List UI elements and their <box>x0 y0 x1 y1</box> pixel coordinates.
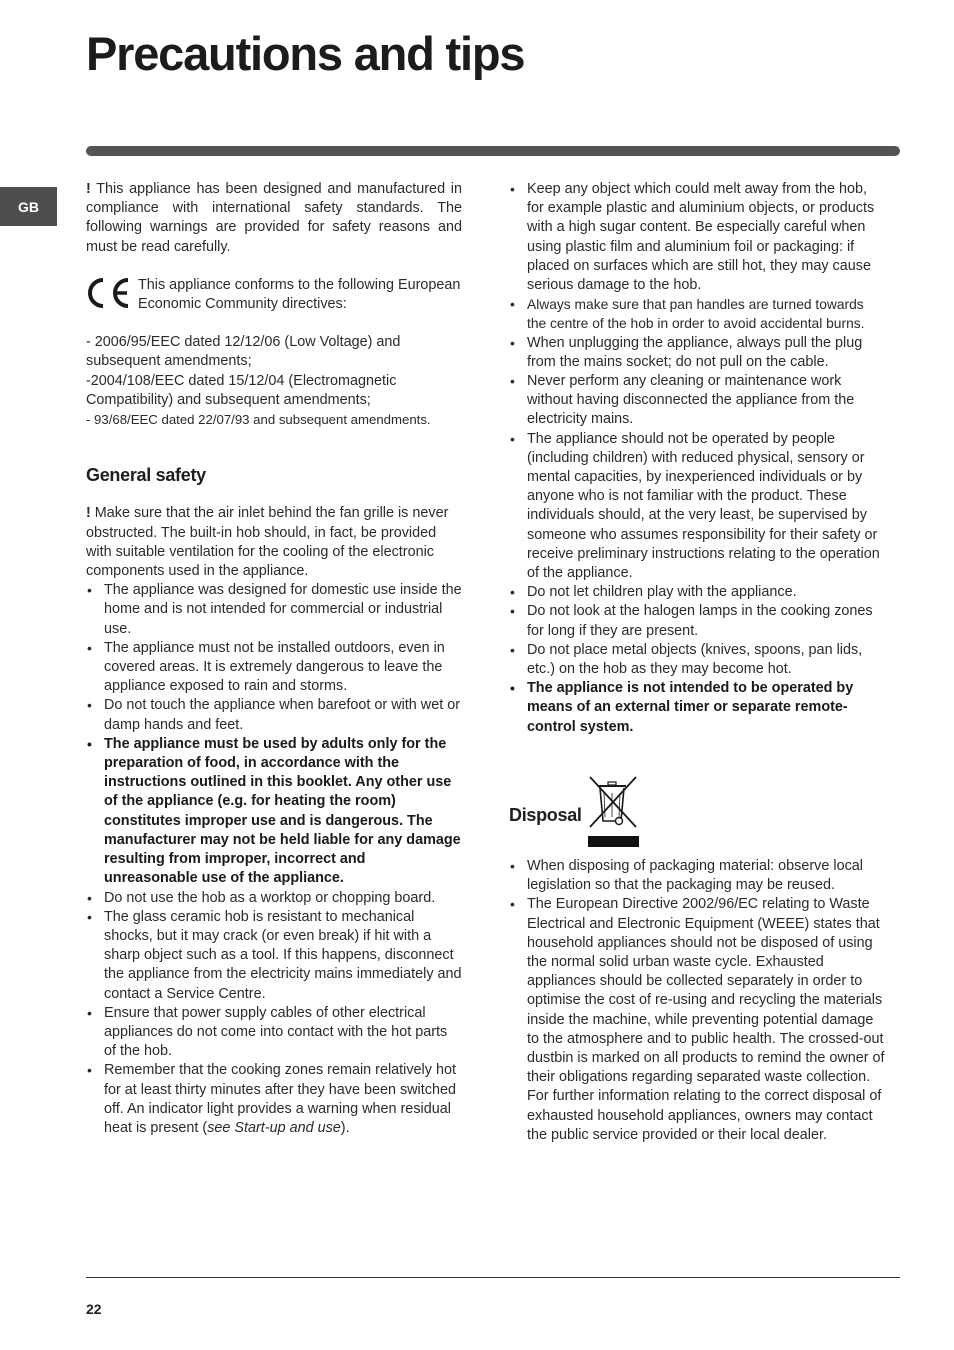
intro-text: This appliance has been designed and manufactured in compliance with international safety standards. The following warnings are provided for safety reasons and must be read carefully. <box>86 181 462 255</box>
list-item: • Keep any object which could melt away from the hob, for example plastic and aluminium objects, or products with a high sugar content. Be especially careful when using plastic film and aluminium foil or packaging: if placed on surfaces which are still hot, they may cause serious damage to the hob. <box>509 180 885 295</box>
list-item: • The appliance should not be operated by people (including children) with reduced physical, sensory or mental capacities, by inexperienced individuals or by anyone who is not familiar with the product. These individuals should, at the very least, be supervised by someone who assumes responsibility for their safety or receive preliminary instructions relating to the operation of the appliance. <box>509 430 885 584</box>
general-safety-heading: General safety <box>86 465 206 486</box>
list-item: • The appliance must not be installed outdoors, even in covered areas. It is extremely dangerous to leave the appliance exposed to rain and storms. <box>86 639 462 697</box>
right-column <box>509 180 885 1145</box>
warning-mark: ! <box>86 181 91 197</box>
page-title: Precautions and tips <box>86 27 525 80</box>
list-item-bold: • The appliance must be used by adults only for the preparation of food, in accordance with the instructions outlined in this booklet. Any other use of the appliance (e.g. for heating the room) constitutes improper use and is dangerous. The manufacturer may not be held liable for any damage resulting from improper, incorrect and unreasonable use of the appliance. <box>86 735 462 889</box>
list-item <box>509 895 885 1145</box>
list-item <box>86 1061 462 1138</box>
list-item-bold: • The appliance is not intended to be operated by means of an external timer or separate remote-control system. <box>509 679 885 737</box>
list-item: • The glass ceramic hob is resistant to mechanical shocks, but it may crack (or even break) if hit with a sharp object such as a tool. If this happens, disconnect the appliance from the electricity mains immediately and contact a Service Centre. <box>86 908 462 1004</box>
list-item: • Do not touch the appliance when barefoot or with wet or damp hands and feet. <box>86 696 462 734</box>
list-item: • Do not let children play with the appliance. <box>509 583 885 602</box>
disposal-heading: Disposal <box>509 804 582 825</box>
directive-item: - 2006/95/EEC dated 12/12/06 (Low Voltage) and subsequent amendments; <box>86 334 401 370</box>
list-item-text: • The European Directive 2002/96/EC relating to Waste Electrical and Electronic Equipment (WEEE) states that household appliances should not be disposed of using the normal solid urban waste cycle. Exhausted appliances should be collected separately in order to optimise the cost of re-using and recycling the materials inside the machine, while preventing potential damage to the atmosphere and to public health. The crossed-out dustbin is marked on all products to remind the owner of their obligations regarding separated waste collection. <box>527 896 885 1086</box>
intro-paragraph <box>86 180 462 257</box>
list-item: • Do not place metal objects (knives, spoons, pan lids, etc.) on the hob as they may become hot. <box>509 641 885 679</box>
language-tab: GB <box>0 187 57 226</box>
ce-text: This appliance conforms to the following European Economic Community directives: <box>138 276 461 313</box>
general-intro-paragraph <box>86 504 462 581</box>
list-item: • When unplugging the appliance, always pull the plug from the mains socket; do not pull on the cable. <box>509 334 885 372</box>
cross-reference: see Start-up and use <box>207 1119 341 1136</box>
general-safety-list-continued <box>509 180 885 737</box>
list-item: • When disposing of packaging material: observe local legislation so that the packaging may be reused. <box>509 857 885 895</box>
directives-list <box>86 333 462 429</box>
general-safety-list <box>86 581 462 1138</box>
page-number: 22 <box>86 1301 102 1317</box>
ce-mark-icon <box>86 276 132 310</box>
list-item: • Never perform any cleaning or maintenance work without having disconnected the appliance from the electricity mains. <box>509 372 885 430</box>
list-item: • Ensure that power supply cables of other electrical appliances do not come into contact with the hot parts of the hob. <box>86 1004 462 1062</box>
disposal-list <box>509 857 885 1145</box>
list-item-text-end: ). <box>340 1119 350 1136</box>
footer-divider <box>86 1277 900 1278</box>
general-intro-text: Make sure that the air inlet behind the fan grille is never obstructed. The built-in hob should, in fact, be provided with suitable ventilation for the cooling of the electronic components used in the appliance. <box>86 505 449 580</box>
ce-conformity <box>86 276 462 314</box>
warning-mark: ! <box>86 505 91 522</box>
list-item: • The appliance was designed for domestic use inside the home and is not intended for commercial or industrial use. <box>86 581 462 639</box>
left-column <box>86 180 462 1138</box>
list-item: • Do not use the hob as a worktop or chopping board. <box>86 889 462 908</box>
directive-item: -2004/108/EEC dated 15/12/04 (Electromagnetic Compatibility) and subsequent amendments; <box>86 372 397 408</box>
title-divider <box>86 146 900 156</box>
disposal-header <box>509 773 885 857</box>
list-item: • Do not look at the halogen lamps in the cooking zones for long if they are present. <box>509 602 885 640</box>
list-item-text: Remember that the cooking zones remain relatively hot for at least thirty minutes after they have been switched off. An indicator light provides a warning when residual heat is present ( <box>104 1062 456 1136</box>
list-item: • Always make sure that pan handles are turned towards the centre of the hob in order to avoid accidental burns. <box>509 295 885 333</box>
crossed-out-wheelie-bin-icon <box>584 773 640 847</box>
disposal-note: For further information relating to the correct disposal of exhausted household appliances, owners may contact the public service provided or their local dealer. <box>527 1088 882 1143</box>
directive-item: - 93/68/EEC dated 22/07/93 and subsequent amendments. <box>86 412 431 428</box>
